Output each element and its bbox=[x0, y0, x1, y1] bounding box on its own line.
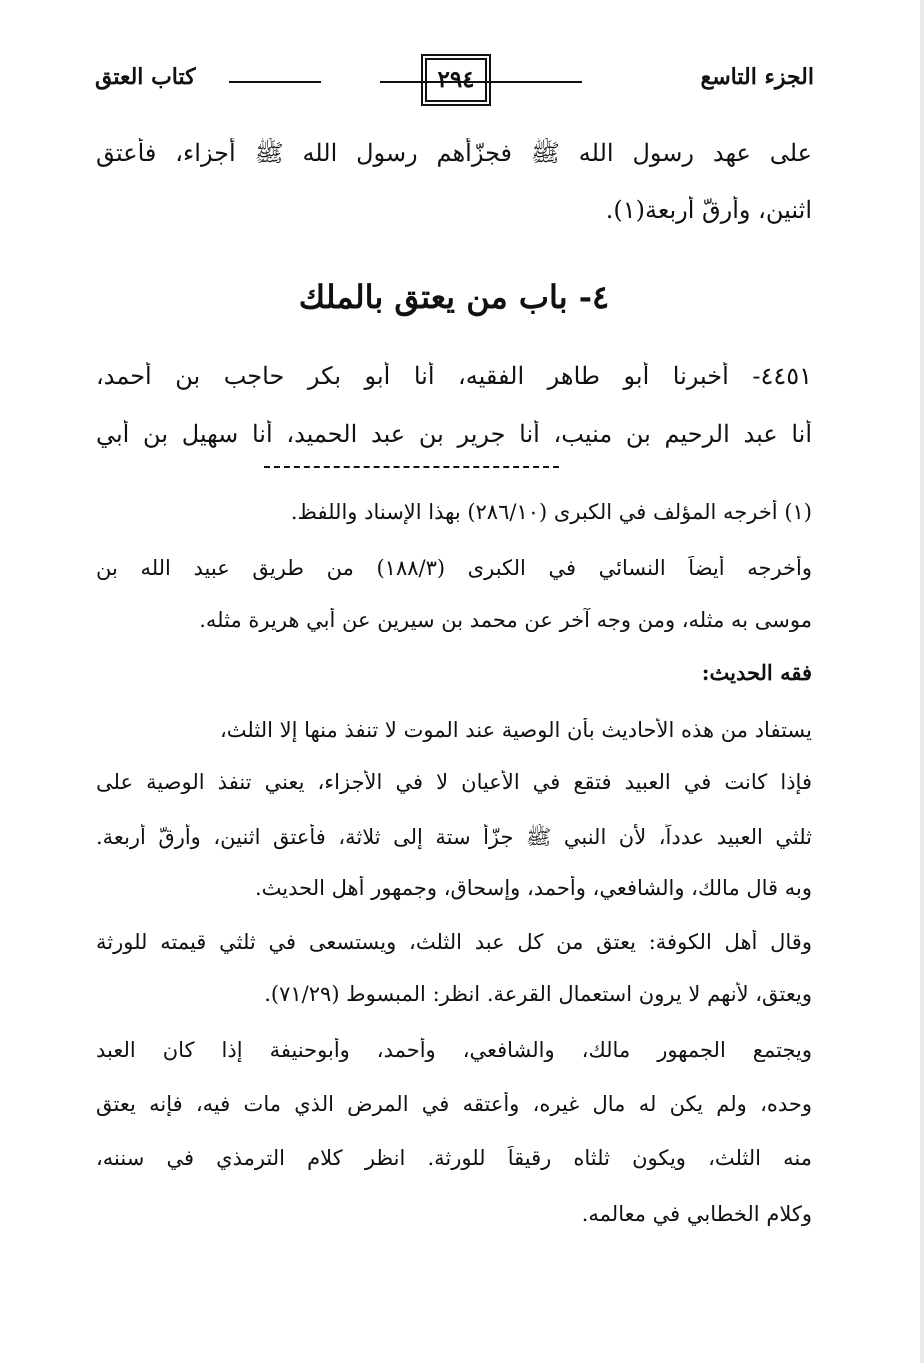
fiqh-line: فإذا كانت في العبيد فتقع في الأعيان لا في الأجزاء، يعني تنفذ الوصية على bbox=[96, 770, 812, 794]
volume-title: الجزء التاسع bbox=[700, 64, 814, 90]
page-header bbox=[95, 58, 814, 104]
hadith-line: ٤٤٥١- أخبرنا أبو طاهر الفقيه، أنا أبو بكر حاجب بن أحمد، bbox=[96, 362, 812, 390]
footnote-line: (١) أخرجه المؤلف في الكبرى (٢٨٦/١٠) بهذا الإسناد واللفظ. bbox=[290, 500, 812, 524]
main-text-line: على عهد رسول الله ﷺ فجزّأهم رسول الله ﷺ أجزاء، فأعتق bbox=[96, 139, 812, 167]
section-title: ٤- باب من يعتق بالملك bbox=[298, 278, 610, 316]
fiqh-line: ثلثي العبيد عدداً، لأن النبي ﷺ جزّأ ستة إلى ثلاثة، فأعتق اثنين، وأرقّ أربعة. bbox=[96, 825, 812, 849]
fiqh-line: وكلام الخطابي في معالمه. bbox=[581, 1202, 812, 1226]
footnote-line: وأخرجه أيضاً النسائي في الكبرى (١٨٨/٣) من طريق عبيد الله بن bbox=[96, 556, 812, 580]
header-rule-left bbox=[229, 81, 321, 83]
fiqh-line: وقال أهل الكوفة: يعتق من كل عبد الثلث، ويستسعى في ثلثي قيمته للورثة bbox=[96, 930, 812, 954]
fiqh-line: وحده، ولم يكن له مال غيره، وأعتقه في المرض الذي مات فيه، فإنه يعتق bbox=[96, 1092, 812, 1116]
fiqh-line: يستفاد من هذه الأحاديث بأن الوصية عند الموت لا تنفذ منها إلا الثلث، bbox=[220, 718, 812, 742]
chapter-title: كتاب العتق bbox=[95, 64, 196, 90]
fiqh-line: منه الثلث، ويكون ثلثاه رقيقاً للورثة. انظر كلام الترمذي في سننه، bbox=[96, 1146, 812, 1170]
fiqh-line: وبه قال مالك، والشافعي، وأحمد، وإسحاق، وجمهور أهل الحديث. bbox=[254, 876, 812, 900]
main-text-line: اثنين، وأرقّ أربعة(١). bbox=[605, 196, 812, 224]
footnote-separator bbox=[264, 466, 559, 468]
footnote-line: موسى به مثله، ومن وجه آخر عن محمد بن سيرين عن أبي هريرة مثله. bbox=[199, 608, 812, 632]
hadith-line: أنا عبد الرحيم بن منيب، أنا جرير بن عبد الحميد، أنا سهيل بن أبي bbox=[96, 420, 812, 448]
fiqh-line: ويجتمع الجمهور مالك، والشافعي، وأحمد، وأبوحنيفة إذا كان العبد bbox=[96, 1038, 812, 1062]
page-number: ٢٩٤ bbox=[425, 58, 487, 102]
fiqh-line: ويعتق، لأنهم لا يرون استعمال القرعة. انظر: المبسوط (٧١/٢٩). bbox=[264, 982, 812, 1006]
page-edge-shadow bbox=[920, 0, 924, 1363]
fiqh-heading: فقه الحديث: bbox=[701, 660, 812, 685]
